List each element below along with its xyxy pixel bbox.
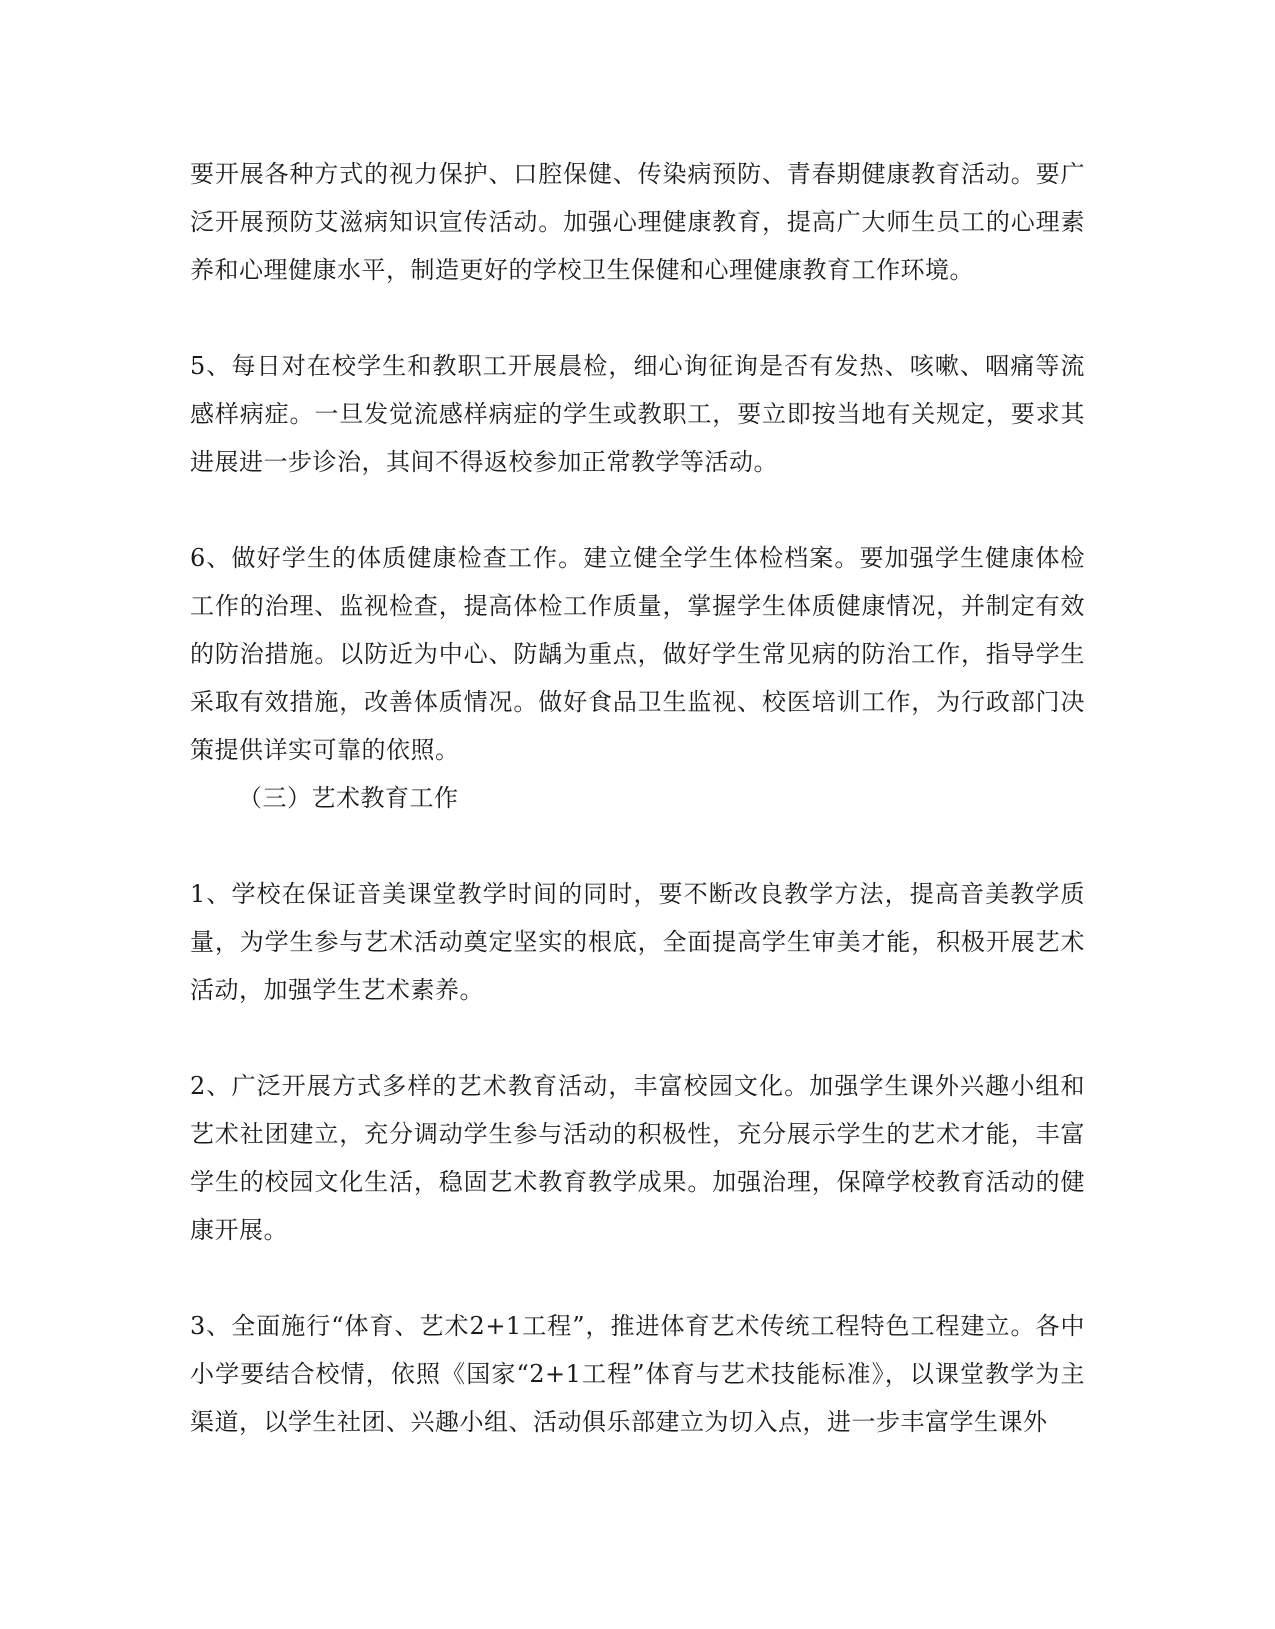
paragraph-physical-exam: 6、做好学生的体质健康检查工作。建立健全学生体检档案。要加强学生健康体检工作的治理、监视检查，提高体检工作质量，掌握学生体质健康情况，并制定有效的防治措施。以防近为中心、防龋为重点，做好学生常见病的防治工作，指导学生采取有效措施，改善体质情况。做好食品卫生监视、校医培训工作，为行政部门决策提供详实可靠的依照。 [190, 544, 1085, 764]
paragraph-morning-check: 5、每日对在校学生和教职工开展晨检，细心询征询是否有发热、咳嗽、咽痛等流感样病症。一旦发觉流感样病症的学生或教职工，要立即按当地有关规定，要求其进展进一步诊治，其间不得返校参加正常教学等活动。 [190, 352, 1085, 476]
paragraph-art-activities: 2、广泛开展方式多样的艺术教育活动，丰富校园文化。加强学生课外兴趣小组和艺术社团建立，充分调动学生参与活动的积极性，充分展示学生的艺术才能，丰富学生的校园文化生活，稳固艺术教育教学成果。加强治理，保障学校教育活动的健康开展。 [190, 1072, 1085, 1244]
paragraph-two-plus-one-project: 3、全面施行“体育、艺术2+1工程”，推进体育艺术传统工程特色工程建立。各中小学要结合校情，依照《国家“2+1工程”体育与艺术技能标准》，以课堂教学为主渠道，以学生社团、兴趣小组、活动俱乐部建立为切入点，进一步丰富学生课外 [190, 1312, 1085, 1436]
paragraph-art-teaching: 1、学校在保证音美课堂教学时间的同时，要不断改良教学方法，提高音美教学质量，为学生参与艺术活动奠定坚实的根底，全面提高学生审美才能，积极开展艺术活动，加强学生艺术素养。 [190, 880, 1085, 1004]
document-body [190, 150, 1085, 1446]
section-heading-art-education: （三）艺术教育工作 [238, 784, 459, 812]
paragraph-health-education: 要开展各种方式的视力保护、口腔保健、传染病预防、青春期健康教育活动。要广泛开展预防艾滋病知识宣传活动。加强心理健康教育，提高广大师生员工的心理素养和心理健康水平，制造更好的学校卫生保健和心理健康教育工作环境。 [190, 160, 1085, 284]
paragraph-gap [190, 486, 1085, 534]
paragraph-gap [190, 822, 1085, 870]
paragraph-gap [190, 294, 1085, 342]
paragraph-gap [190, 1014, 1085, 1062]
paragraph-gap [190, 1254, 1085, 1302]
